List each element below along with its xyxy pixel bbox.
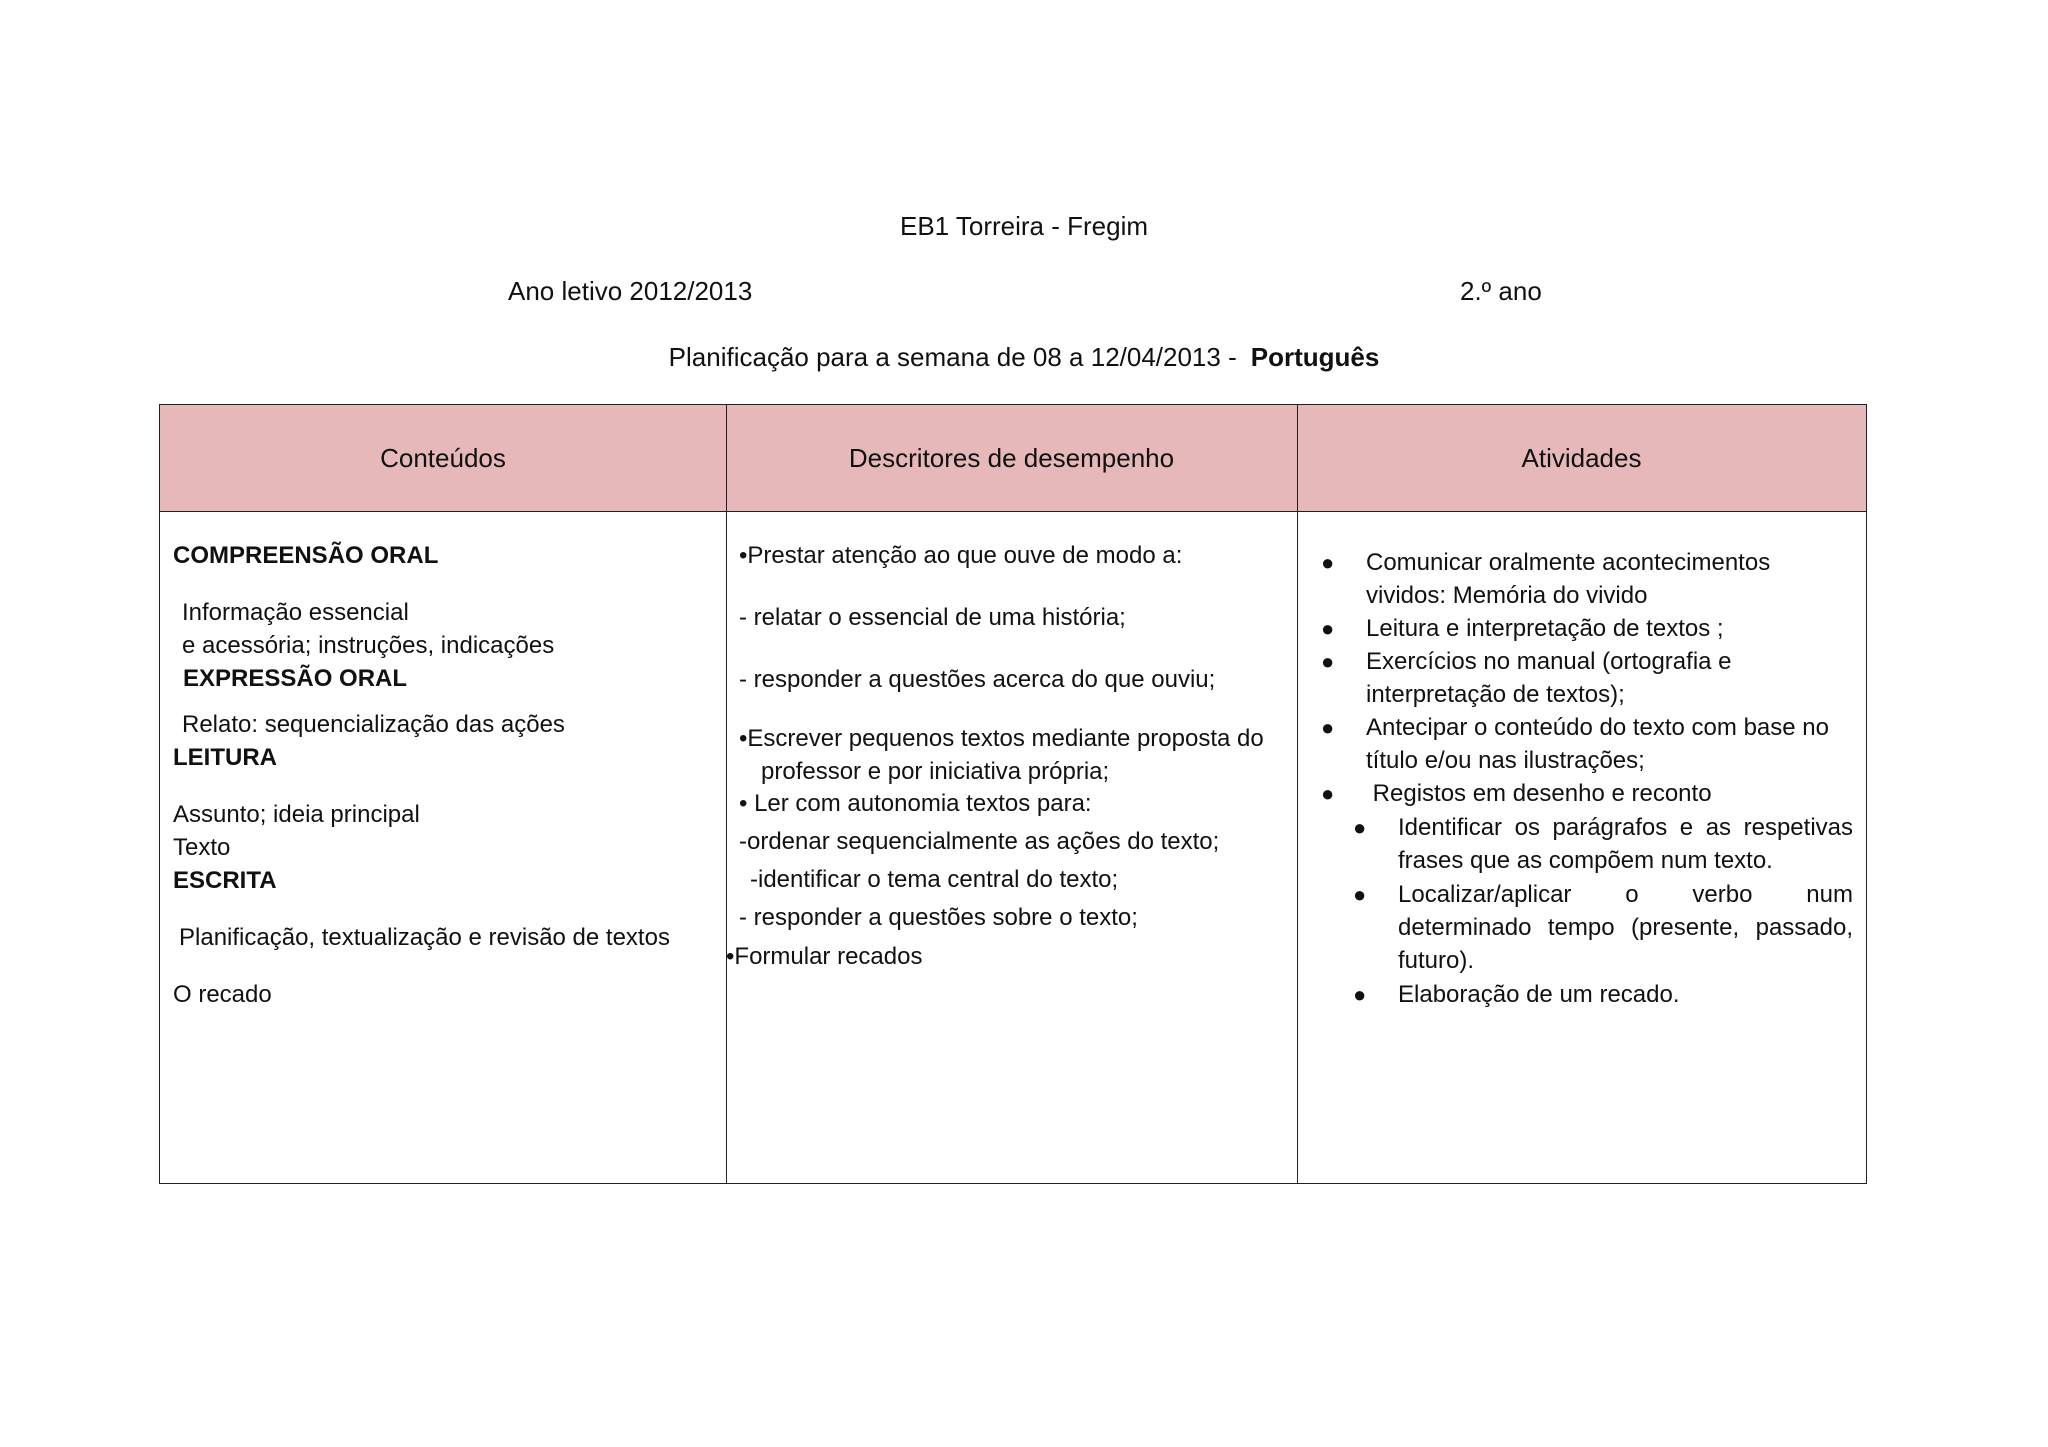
descriptor-line: -identificar o tema central do texto; <box>750 866 1119 893</box>
descriptor-line: •Escrever pequenos textos mediante proposta do <box>739 725 1264 752</box>
content-line: Relato: sequencialização das ações <box>182 711 565 738</box>
descriptor-line: -ordenar sequencialmente as ações do texto; <box>739 828 1220 855</box>
descriptor-line: • Ler com autonomia textos para: <box>739 790 1092 817</box>
activity-subline: Localizar/aplicar o verbo num <box>1398 881 1853 908</box>
activity-line: Antecipar o conteúdo do texto com base no <box>1366 714 1829 741</box>
descriptor-line: •Prestar atenção ao que ouve de modo a: <box>739 542 1183 569</box>
content-line: O recado <box>173 981 272 1008</box>
plan-title <box>0 341 2048 373</box>
planning-table <box>159 404 1867 1184</box>
activity-subline: Identificar os parágrafos e as respetivas <box>1398 814 1853 841</box>
activity-line: Registos em desenho e reconto <box>1366 780 1712 807</box>
heading-leitura: LEITURA <box>173 744 277 771</box>
content-line: Texto <box>173 834 231 861</box>
bullet-icon: ● <box>1321 781 1335 806</box>
descriptor-line: •Formular recados <box>726 943 923 970</box>
cell-descritores <box>726 512 1297 1183</box>
activity-line: vividos: Memória do vivido <box>1366 582 1648 609</box>
cell-conteudos <box>160 512 726 1183</box>
bullet-icon: ● <box>1353 982 1367 1007</box>
bullet-icon: ● <box>1321 616 1335 641</box>
activity-line: interpretação de textos); <box>1366 681 1625 708</box>
column-header-atividades: Atividades <box>1297 405 1866 512</box>
heading-expressao-oral: EXPRESSÃO ORAL <box>183 665 408 692</box>
bullet-icon: ● <box>1353 815 1367 840</box>
plan-text: Planificação para a semana de 08 a 12/04/2013 - <box>668 342 1237 372</box>
activity-line: Leitura e interpretação de textos ; <box>1366 615 1724 642</box>
descriptor-line: professor e por iniciativa própria; <box>761 758 1110 785</box>
activity-subline: Elaboração de um recado. <box>1398 981 1680 1008</box>
activity-line: Comunicar oralmente acontecimentos <box>1366 549 1771 576</box>
activity-subline: futuro). <box>1398 947 1475 974</box>
activity-line: Exercícios no manual (ortografia e <box>1366 648 1732 675</box>
activity-subline: determinado tempo (presente, passado, <box>1398 914 1853 941</box>
descriptor-line: - responder a questões acerca do que ouviu; <box>739 666 1216 693</box>
bullet-icon: ● <box>1353 882 1367 907</box>
descriptor-line: - relatar o essencial de uma história; <box>739 604 1126 631</box>
cell-atividades <box>1297 512 1866 1183</box>
grade-level: 2.º ano <box>1460 276 1542 306</box>
bullet-icon: ● <box>1321 715 1335 740</box>
content-line: Planificação, textualização e revisão de textos <box>179 924 670 951</box>
school-name: EB1 Torreira - Fregim <box>899 211 1149 241</box>
content-line: e acessória; instruções, indicações <box>182 632 555 659</box>
descriptor-line: - responder a questões sobre o texto; <box>739 904 1138 931</box>
column-header-conteudos: Conteúdos <box>160 405 726 512</box>
content-line: Informação essencial <box>182 599 409 626</box>
school-year: Ano letivo 2012/2013 <box>508 276 753 306</box>
bullet-icon: ● <box>1321 649 1335 674</box>
bullet-icon: ● <box>1321 550 1335 575</box>
subject-name: Português <box>1250 342 1380 372</box>
activity-line: título e/ou nas ilustrações; <box>1366 747 1645 774</box>
content-line: Assunto; ideia principal <box>173 801 420 828</box>
heading-compreensao-oral: COMPREENSÃO ORAL <box>173 542 439 569</box>
heading-escrita: ESCRITA <box>173 867 277 894</box>
activity-subline: frases que as compõem num texto. <box>1398 847 1773 874</box>
column-header-descritores: Descritores de desempenho <box>726 405 1297 512</box>
